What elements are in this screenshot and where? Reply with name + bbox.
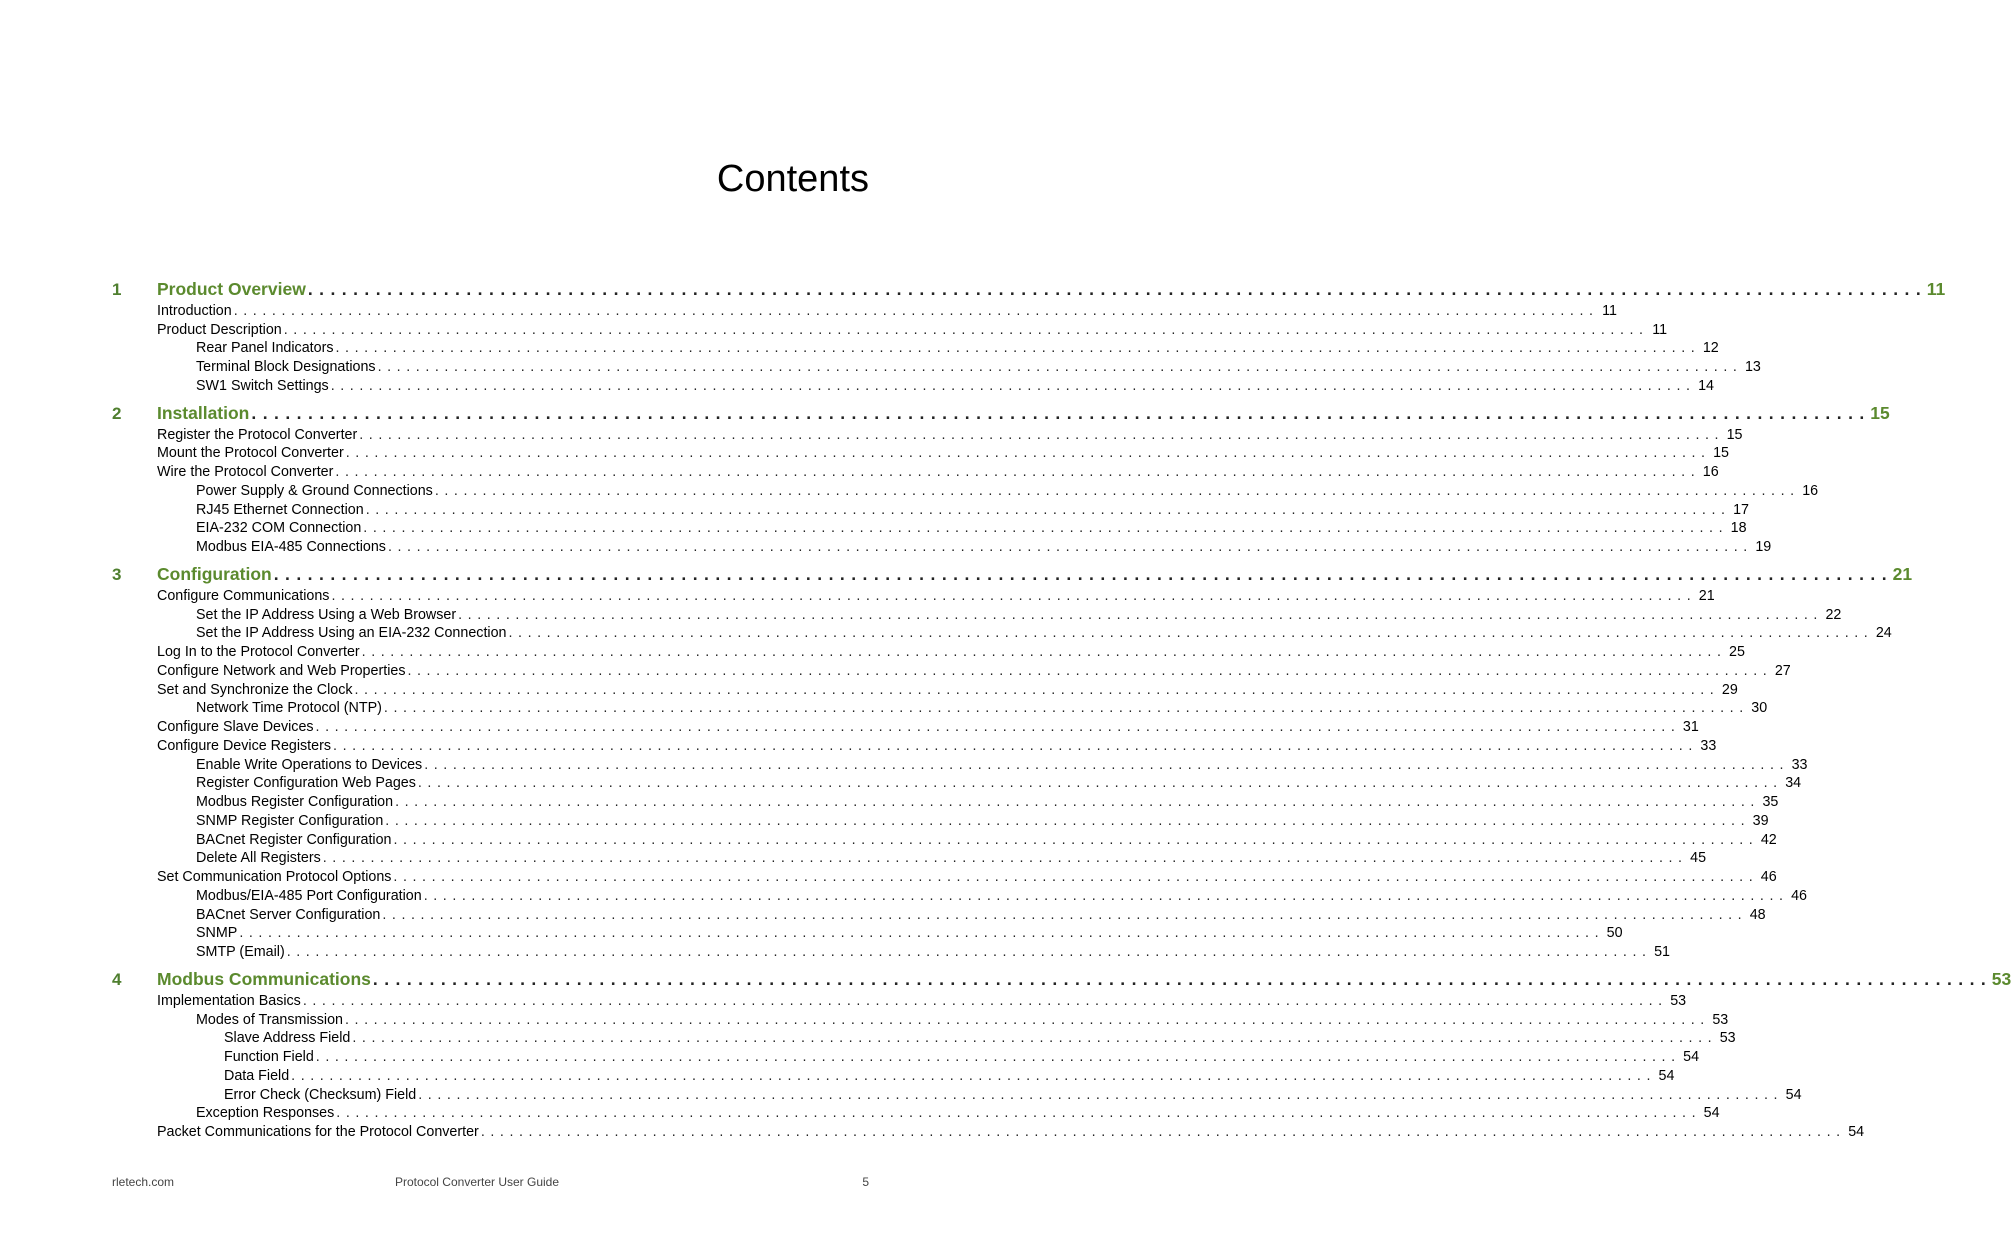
toc-entry-page-number: 42 — [1760, 831, 1777, 848]
toc-entry[interactable] — [112, 1121, 1865, 1140]
toc-entry-row — [196, 888, 1807, 904]
toc-entry-label: Delete All Registers — [196, 850, 321, 867]
toc-entry-row — [157, 464, 1719, 480]
dot-leader — [509, 625, 1868, 641]
toc-entry-row — [196, 502, 1749, 518]
dot-leader — [316, 719, 1675, 735]
toc-entry[interactable] — [112, 443, 1730, 462]
toc-entry[interactable] — [112, 754, 1808, 773]
toc-entry-page-number: 17 — [1733, 501, 1749, 518]
chapter-page-number: 53 — [1991, 969, 2011, 989]
toc-entry-page-number: 29 — [1721, 681, 1738, 698]
dot-leader — [378, 359, 1737, 375]
toc-entry-row — [196, 607, 1841, 623]
toc-entry[interactable] — [112, 518, 1747, 537]
chapter-title: Product Overview — [157, 279, 306, 299]
toc-entry-label: Register the Protocol Converter — [157, 426, 358, 443]
toc-entry-page-number: 11 — [1602, 302, 1617, 319]
dot-leader — [395, 794, 1754, 810]
toc-entry-label: Product Description — [157, 321, 282, 338]
table-of-contents — [112, 276, 2011, 1140]
toc-entry-page-number: 39 — [1752, 812, 1769, 829]
toc-entry[interactable] — [112, 319, 1668, 338]
toc-entry-row — [196, 520, 1747, 536]
toc-entry-label: Function Field — [224, 1049, 314, 1065]
dot-leader — [335, 340, 1694, 356]
dot-leader — [291, 1068, 1650, 1084]
dot-leader — [303, 993, 1662, 1009]
toc-entry-page-number: 12 — [1702, 340, 1719, 357]
chapter-page-number: 15 — [1870, 402, 1890, 423]
dot-leader — [336, 1105, 1695, 1121]
dot-leader — [385, 813, 1744, 829]
toc-entry-page-number: 46 — [1760, 869, 1777, 885]
toc-entry-page-number: 46 — [1791, 887, 1807, 904]
toc-entry-label: Rear Panel Indicators — [196, 340, 334, 357]
toc-entry-row — [196, 378, 1714, 394]
toc-entry-page-number: 35 — [1762, 794, 1779, 810]
toc-entry[interactable] — [112, 499, 1749, 518]
toc-entry[interactable] — [112, 990, 1687, 1009]
toc-entry-page-number: 54 — [1658, 1067, 1675, 1084]
toc-entry-row — [196, 757, 1807, 773]
dot-leader — [352, 1030, 1711, 1046]
toc-entry-row — [157, 303, 1617, 319]
toc-entry-label: BACnet Server Configuration — [196, 906, 381, 923]
dot-leader — [388, 539, 1747, 555]
dot-leader — [418, 1087, 1777, 1103]
toc-entry[interactable] — [112, 1084, 1802, 1103]
toc-entry-label: Configure Slave Devices — [157, 719, 314, 735]
toc-entry-page-number: 54 — [1848, 1124, 1865, 1140]
toc-entry[interactable] — [112, 480, 1819, 499]
dot-leader — [382, 907, 1741, 923]
toc-entry[interactable] — [112, 424, 1743, 443]
toc-entry-row — [157, 738, 1716, 754]
toc-entry-page-number: 22 — [1825, 606, 1842, 623]
toc-entry-row — [157, 588, 1715, 604]
toc-entry-label: SMTP (Email) — [196, 944, 285, 960]
toc-entry[interactable] — [112, 885, 1807, 904]
chapter-number: 1 — [112, 280, 122, 299]
toc-entry-page-number: 45 — [1690, 850, 1707, 867]
dot-leader — [335, 464, 1694, 480]
toc-entry-row — [196, 813, 1769, 829]
toc-entry-label: Introduction — [157, 302, 232, 319]
dot-leader — [251, 403, 1864, 424]
toc-entry-label: Power Supply & Ground Connections — [196, 482, 433, 499]
toc-entry-row — [196, 775, 1801, 791]
toc-entry-label: Modes of Transmission — [196, 1011, 343, 1028]
toc-entry-page-number: 53 — [1670, 992, 1687, 1009]
dot-leader — [287, 944, 1646, 960]
toc-entry-row — [196, 1012, 1728, 1028]
toc-entry-page-number: 25 — [1729, 644, 1745, 660]
toc-entry-row — [224, 1068, 1674, 1084]
dot-leader — [274, 564, 1887, 585]
toc-entry-label: SW1 Switch Settings — [196, 377, 329, 394]
toc-entry[interactable] — [112, 829, 1777, 848]
toc-entry-row — [157, 427, 1743, 443]
toc-entry-row — [157, 682, 1738, 698]
toc-entry[interactable] — [112, 941, 1670, 960]
toc-entry[interactable] — [112, 1103, 1720, 1122]
toc-entry-page-number: 51 — [1654, 944, 1670, 960]
dot-leader — [373, 969, 1986, 990]
toc-entry[interactable] — [112, 1009, 1729, 1028]
footer-page-number: 5 — [862, 1175, 869, 1189]
toc-entry[interactable] — [112, 679, 1738, 698]
toc-entry-page-number: 54 — [1785, 1086, 1802, 1103]
toc-entry-page-number: 31 — [1682, 719, 1699, 735]
chapter-row — [157, 564, 1912, 585]
chapter-page-number: 11 — [1926, 279, 1946, 299]
toc-entry-label: Configure Network and Web Properties — [157, 662, 406, 679]
toc-entry[interactable] — [112, 623, 1892, 642]
toc-entry-label: Mount the Protocol Converter — [157, 445, 344, 462]
toc-entry-page-number: 13 — [1744, 359, 1761, 375]
toc-entry-row — [157, 644, 1745, 660]
toc-entry[interactable] — [112, 810, 1769, 829]
toc-entry-row — [157, 663, 1791, 679]
toc-entry-label: Configure Device Registers — [157, 737, 332, 754]
footer-website: rletech.com — [112, 1175, 175, 1189]
toc-entry-page-number: 15 — [1726, 426, 1743, 443]
dot-leader — [393, 869, 1752, 885]
toc-entry-page-number: 16 — [1702, 464, 1719, 480]
dot-leader — [394, 832, 1753, 848]
toc-entry-page-number: 18 — [1730, 520, 1747, 537]
dot-leader — [435, 483, 1794, 499]
toc-entry-row — [196, 1105, 1720, 1121]
toc-chapter-heading[interactable] — [112, 276, 1946, 300]
toc-entry[interactable] — [112, 375, 1714, 394]
toc-entry[interactable] — [112, 791, 1779, 810]
toc-entry-label: Set Communication Protocol Options — [157, 869, 392, 885]
toc-entry[interactable] — [112, 585, 1715, 604]
toc-entry-label: RJ45 Ethernet Connection — [196, 501, 364, 518]
dot-leader — [424, 757, 1783, 773]
chapter-page-number: 21 — [1892, 564, 1913, 584]
dot-leader — [362, 644, 1721, 660]
toc-entry-label: BACnet Register Configuration — [196, 831, 392, 848]
chapter-row — [157, 403, 1890, 424]
toc-entry[interactable] — [112, 1046, 1700, 1065]
dot-leader — [239, 925, 1598, 941]
toc-entry-row — [157, 993, 1686, 1009]
toc-entry-label: Set the IP Address Using a Web Browser — [196, 606, 457, 623]
toc-entry[interactable] — [112, 716, 1699, 735]
toc-entry-page-number: 24 — [1875, 625, 1892, 642]
toc-entry-row — [196, 850, 1706, 866]
dot-leader — [366, 502, 1725, 518]
dot-leader — [359, 427, 1718, 443]
dot-leader — [316, 1049, 1675, 1065]
toc-entry-page-number: 15 — [1713, 445, 1730, 462]
toc-entry-page-number: 33 — [1700, 737, 1717, 754]
dot-leader — [407, 663, 1766, 679]
toc-entry[interactable] — [112, 1028, 1736, 1047]
dot-leader — [323, 850, 1682, 866]
chapter-title: Configuration — [157, 564, 272, 584]
dot-leader — [345, 1012, 1704, 1028]
toc-chapter-heading[interactable] — [112, 966, 2011, 990]
toc-entry-row — [196, 794, 1778, 810]
chapter-number: 2 — [112, 403, 122, 423]
chapter-row — [157, 279, 1945, 300]
toc-entry-page-number: 11 — [1652, 321, 1668, 338]
footer-guide-title: Protocol Converter User Guide — [394, 1175, 560, 1189]
toc-entry-label: Packet Communications for the Protocol Converter — [157, 1124, 479, 1140]
dot-leader — [284, 322, 1643, 338]
toc-entry-page-number: 48 — [1749, 906, 1766, 923]
toc-entry[interactable] — [112, 866, 1777, 885]
toc-entry[interactable] — [112, 461, 1719, 480]
toc-entry-label: Modbus Register Configuration — [196, 794, 394, 810]
dot-leader — [308, 279, 1921, 300]
dot-leader — [384, 700, 1743, 716]
dot-leader — [333, 738, 1692, 754]
page-title: Contents — [716, 158, 869, 200]
toc-entry[interactable] — [112, 1065, 1675, 1084]
dot-leader — [418, 775, 1777, 791]
chapter-title: Modbus Communications — [157, 969, 371, 989]
toc-entry-page-number: 34 — [1785, 775, 1802, 792]
dot-leader — [331, 378, 1690, 394]
toc-entry[interactable] — [112, 848, 1707, 867]
toc-entry[interactable] — [112, 338, 1719, 357]
toc-entry[interactable] — [112, 604, 1842, 623]
toc-entry-label: Modbus EIA-485 Connections — [196, 539, 386, 555]
toc-entry-page-number: 19 — [1755, 539, 1772, 555]
toc-entry[interactable] — [112, 735, 1717, 754]
toc-entry-page-number: 21 — [1698, 587, 1715, 604]
toc-entry-page-number: 53 — [1712, 1011, 1729, 1028]
toc-entry-row — [224, 1049, 1699, 1065]
dot-leader — [346, 445, 1705, 461]
toc-entry-label: Slave Address Field — [224, 1030, 351, 1047]
toc-entry-row — [196, 925, 1623, 941]
toc-entry[interactable] — [112, 904, 1766, 923]
toc-entry[interactable] — [112, 300, 1617, 319]
toc-entry-label: Exception Responses — [196, 1105, 335, 1122]
chapter-number: 4 — [112, 970, 122, 989]
toc-entry-row — [224, 1030, 1736, 1046]
toc-entry[interactable] — [112, 923, 1623, 942]
toc-entry-page-number: 33 — [1791, 756, 1808, 773]
toc-entry-page-number: 16 — [1802, 482, 1819, 499]
toc-chapter-heading[interactable] — [112, 400, 1890, 424]
toc-entry-label: Error Check (Checksum) Field — [224, 1086, 417, 1103]
toc-entry-label: Log In to the Protocol Converter — [157, 644, 360, 660]
toc-entry-page-number: 14 — [1698, 377, 1714, 394]
dot-leader — [363, 520, 1722, 536]
toc-entry-row — [157, 869, 1777, 885]
toc-entry-page-number: 54 — [1683, 1049, 1700, 1065]
toc-entry-label: EIA-232 COM Connection — [196, 520, 362, 537]
toc-entry-label: Set and Synchronize the Clock — [157, 681, 353, 698]
toc-entry-row — [196, 340, 1719, 356]
toc-entry[interactable] — [112, 536, 1772, 555]
dot-leader — [355, 682, 1714, 698]
chapter-row — [157, 969, 2011, 990]
toc-entry-row — [196, 539, 1771, 555]
toc-entry-page-number: 50 — [1606, 925, 1623, 942]
toc-entry-row — [157, 445, 1729, 461]
dot-leader — [424, 888, 1783, 904]
toc-entry-row — [196, 832, 1777, 848]
toc-entry-row — [196, 944, 1670, 960]
toc-entry-row — [224, 1087, 1802, 1103]
toc-entry-row — [196, 359, 1761, 375]
toc-entry[interactable] — [112, 641, 1745, 660]
toc-entry[interactable] — [112, 698, 1768, 717]
toc-entry-page-number: 30 — [1751, 700, 1768, 717]
dot-leader — [481, 1124, 1840, 1140]
toc-entry-row — [196, 625, 1892, 641]
toc-entry[interactable] — [112, 356, 1761, 375]
toc-entry-row — [157, 322, 1667, 338]
toc-entry-label: Terminal Block Designations — [196, 359, 376, 375]
toc-entry-label: Network Time Protocol (NTP) — [196, 700, 382, 717]
toc-entry-label: Configure Communications — [157, 587, 330, 604]
toc-entry[interactable] — [112, 773, 1802, 792]
toc-entry-row — [196, 483, 1818, 499]
toc-entry-label: Register Configuration Web Pages — [196, 775, 416, 792]
toc-entry-row — [196, 907, 1766, 923]
toc-entry-page-number: 53 — [1719, 1030, 1736, 1047]
toc-entry-label: Set the IP Address Using an EIA-232 Connection — [196, 625, 507, 642]
toc-entry-page-number: 27 — [1774, 662, 1791, 679]
toc-entry-row — [196, 700, 1767, 716]
chapter-title: Installation — [157, 402, 250, 423]
dot-leader — [234, 303, 1593, 319]
toc-entry-label: Data Field — [224, 1067, 290, 1084]
toc-entry-label: Enable Write Operations to Devices — [196, 756, 423, 773]
toc-entry-row — [157, 1124, 1864, 1140]
toc-entry-label: Wire the Protocol Converter — [157, 464, 334, 480]
chapter-number: 3 — [112, 565, 122, 584]
toc-entry-label: Implementation Basics — [157, 992, 301, 1009]
toc-entry-label: SNMP — [196, 925, 238, 942]
toc-entry-page-number: 54 — [1703, 1105, 1720, 1122]
toc-entry-row — [157, 719, 1699, 735]
toc-entry-label: SNMP Register Configuration — [196, 812, 384, 829]
dot-leader — [458, 607, 1817, 623]
toc-entry-label: Modbus/EIA-485 Port Configuration — [196, 887, 422, 904]
toc-chapter-heading[interactable] — [112, 561, 1913, 585]
dot-leader — [331, 588, 1690, 604]
toc-entry[interactable] — [112, 660, 1791, 679]
